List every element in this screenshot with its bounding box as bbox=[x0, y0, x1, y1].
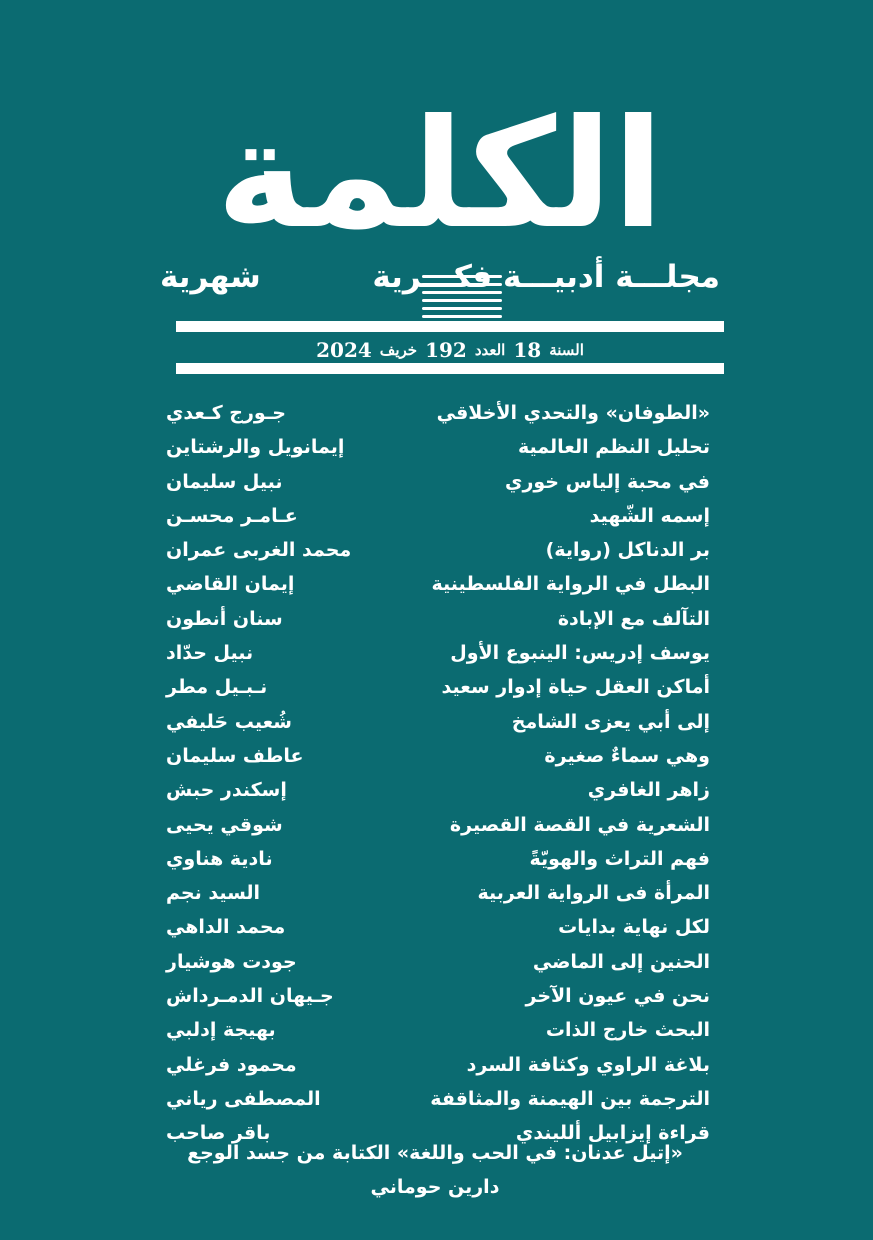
toc-entry bbox=[150, 602, 720, 636]
article-title: «الطوفان» والتحدي الأخلاقي bbox=[436, 402, 710, 424]
article-author: نـبـيل مطر bbox=[166, 676, 268, 699]
toc-entry bbox=[150, 945, 720, 979]
article-author: جـورج كـعدي bbox=[166, 402, 287, 424]
closing-title: «إتيل عدنان: في الحب واللغة» الكتابة من جسد الوجع bbox=[187, 1142, 683, 1164]
article-title: الترجمة بين الهيمنة والمثاقفة bbox=[430, 1087, 710, 1110]
toc-entry bbox=[150, 396, 720, 430]
article-title: المرأة فى الرواية العربية bbox=[477, 882, 710, 905]
toc-entry bbox=[150, 499, 720, 533]
toc-entry bbox=[150, 1082, 720, 1116]
table-of-contents bbox=[150, 396, 720, 1151]
toc-entry bbox=[150, 567, 720, 601]
article-title: الحنين إلى الماضي bbox=[532, 950, 710, 973]
article-author: شُعيب حَليفي bbox=[166, 710, 292, 733]
toc-entry bbox=[150, 910, 720, 944]
article-title: الشعرية في القصة القصيرة bbox=[449, 813, 710, 836]
article-author: عاطف سليمان bbox=[166, 744, 304, 767]
article-author: إسكندر حبش bbox=[166, 779, 287, 802]
article-title: وهي سماءٌ صغيرة bbox=[544, 744, 710, 767]
article-author: عـامـر محسـن bbox=[166, 504, 298, 527]
article-title: لكل نهاية بدايات bbox=[558, 916, 710, 939]
article-author: باقر صاحب bbox=[166, 1122, 271, 1145]
issue-number: 192 bbox=[425, 338, 467, 362]
toc-entry bbox=[150, 808, 720, 842]
season: خريف bbox=[379, 341, 418, 359]
article-author: إيمان القاضي bbox=[166, 573, 295, 596]
toc-entry bbox=[150, 465, 720, 499]
article-author: نبيل سليمان bbox=[166, 470, 283, 493]
toc-entry bbox=[150, 670, 720, 704]
article-title: إلى أبي يعزى الشامخ bbox=[511, 710, 710, 733]
article-title: أماكن العقل حياة إدوار سعيد bbox=[441, 676, 710, 699]
article-title: تحليل النظم العالمية bbox=[518, 436, 710, 459]
toc-entry bbox=[150, 773, 720, 807]
article-author: محمد الغربى عمران bbox=[166, 539, 352, 562]
toc-entry bbox=[150, 876, 720, 910]
article-title: بر الدناكل (رواية) bbox=[545, 539, 710, 562]
toc-entry bbox=[150, 533, 720, 567]
issue-info bbox=[176, 337, 724, 363]
article-author: جودت هوشيار bbox=[166, 950, 297, 973]
magazine-subtitle bbox=[160, 252, 720, 302]
toc-entry bbox=[150, 1048, 720, 1082]
toc-entry bbox=[150, 430, 720, 464]
article-author: إيمانويل والرشتاين bbox=[166, 436, 345, 459]
toc-entry bbox=[150, 1013, 720, 1047]
article-title: البحث خارج الذات bbox=[545, 1019, 710, 1042]
article-author: بهيجة إدلبي bbox=[166, 1019, 276, 1042]
article-title: قراءة إيزابيل ألليندي bbox=[515, 1122, 710, 1145]
article-author: نبيل حدّاد bbox=[166, 642, 254, 665]
article-author: سنان أنطون bbox=[166, 607, 283, 630]
article-title: فهم التراث والهويّةً bbox=[529, 847, 710, 870]
toc-entry bbox=[150, 842, 720, 876]
article-author: نادية هناوي bbox=[166, 847, 273, 870]
toc-entry bbox=[150, 979, 720, 1013]
article-title: يوسف إدريس: الينبوع الأول bbox=[450, 642, 710, 665]
year-number: 18 bbox=[513, 338, 542, 362]
subtitle-genre: مجلـــة أدبيـــة فكـــرية bbox=[372, 259, 720, 295]
bottom-divider bbox=[176, 363, 724, 374]
logo-wordmark: الكلمة bbox=[216, 88, 664, 262]
article-author: محمد الداهي bbox=[166, 916, 286, 939]
article-title: في محبة إلياس خوري bbox=[505, 470, 710, 493]
subtitle-frequency: شهرية bbox=[160, 259, 261, 295]
year-label: السنة bbox=[549, 341, 584, 359]
toc-entry bbox=[150, 705, 720, 739]
article-title: البطل في الرواية الفلسطينية bbox=[431, 573, 710, 596]
toc-entry bbox=[150, 739, 720, 773]
top-divider bbox=[176, 321, 724, 332]
article-title: زاهر الغافري bbox=[587, 779, 710, 802]
article-author: المصطفى رياني bbox=[166, 1087, 321, 1110]
article-title: نحن في عيون الآخر bbox=[525, 985, 710, 1008]
issue-year: 2024 bbox=[316, 338, 372, 362]
article-author: محمود فرغلي bbox=[166, 1053, 297, 1076]
article-author: السيد نجم bbox=[166, 882, 261, 905]
closing-entry bbox=[150, 1136, 720, 1204]
article-title: إسمه الشّهيد bbox=[589, 504, 710, 527]
article-author: شوقي يحيى bbox=[166, 813, 283, 836]
closing-author: دارين حوماني bbox=[370, 1176, 500, 1198]
issue-label: العدد bbox=[474, 341, 506, 359]
article-author: جـيهان الدمـرداش bbox=[166, 985, 334, 1008]
article-title: التآلف مع الإبادة bbox=[557, 607, 710, 630]
toc-entry bbox=[150, 636, 720, 670]
article-title: بلاغة الراوي وكثافة السرد bbox=[466, 1053, 710, 1076]
